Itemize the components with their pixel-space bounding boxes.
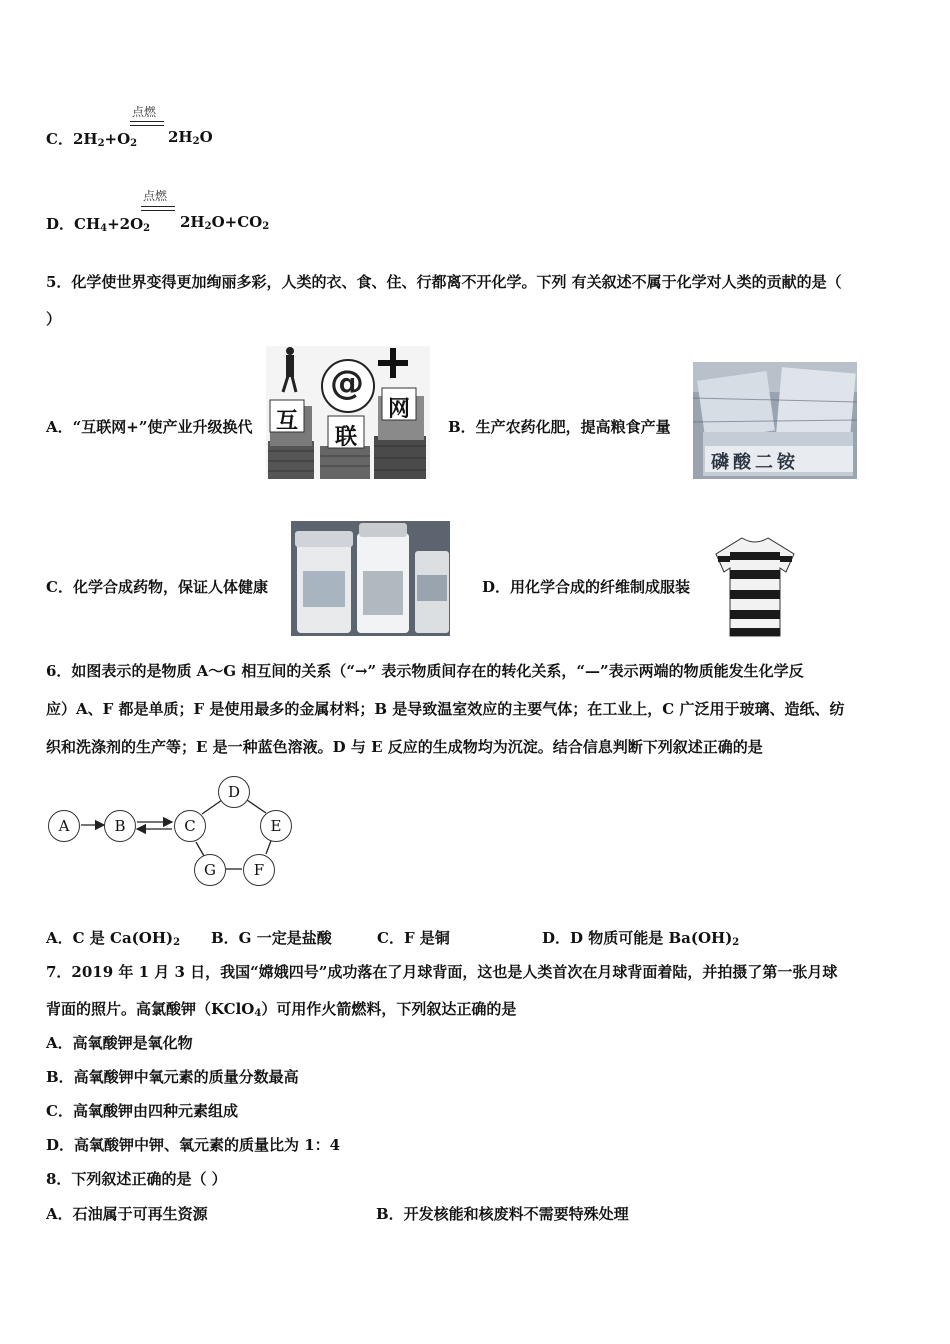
internet-wang-char: 网 xyxy=(388,396,411,422)
q6-stem-line2: 应）A、F 都是单质；F 是使用最多的金属材料；B 是导致温室效应的主要气体；在工业上，C 广泛用于玻璃、造纸、纺 xyxy=(46,700,845,718)
q4-option-c: C．$2H_2+O_2$ xyxy=(46,130,138,149)
q8-option-b: B．开发核能和核废料不需要特殊处理 xyxy=(376,1205,629,1223)
reaction-condition-c: 点燃 xyxy=(132,105,157,119)
q8-option-a: A．石油属于可再生资源 xyxy=(46,1205,208,1223)
q5-stem-line1: 5．化学使世界变得更加绚丽多彩，人类的衣、食、住、行都离不开化学。下列 有关叙述不属于化学对人类的贡献的是（ xyxy=(46,273,842,291)
q7-option-a: A．高氧酸钾是氧化物 xyxy=(46,1034,193,1052)
reaction-condition-d: 点燃 xyxy=(143,189,168,203)
q5-option-a: A．“互联网+”使产业升级换代 xyxy=(46,418,253,436)
equals-bar-d-2 xyxy=(141,210,175,211)
q5-option-b: B．生产农药化肥，提高粮食产量 xyxy=(448,418,671,436)
equals-bar-c-2 xyxy=(130,125,164,126)
node-c: C xyxy=(174,810,206,842)
q6-stem-line3: 织和洗涤剂的生产等；E 是一种蓝色溶液。D 与 E 反应的生成物均为沉淀。结合信息判断下列叙述正确的是 xyxy=(46,738,763,756)
node-e: E xyxy=(260,810,292,842)
q6-option-d: D．D 物质可能是 $Ba(OH)_2$ xyxy=(542,929,740,948)
q4-option-d: D．$CH_4+2O_2$ xyxy=(46,215,151,234)
substance-relation-diagram xyxy=(44,772,304,890)
q6-option-a: A．C 是 $Ca(OH)_2$ xyxy=(46,929,181,948)
edge-g-c xyxy=(196,842,204,856)
striped-shirt-image xyxy=(712,532,798,638)
equals-bar-d-1 xyxy=(141,206,175,207)
q6-option-b: B．G 一定是盐酸 xyxy=(211,929,332,947)
q7-option-d: D．高氧酸钾中钾、氧元素的质量比为 1：4 xyxy=(46,1136,341,1154)
q4-option-d-product: $2H_2O+CO_2$ xyxy=(180,213,270,232)
medicine-bottles-image xyxy=(291,521,450,636)
internet-at-sign: @ xyxy=(330,363,364,403)
q7-stem-line1: 7．2019 年 1 月 3 日，我国“嫦娥四号”成功落在了月球背面，这也是人类首次在月球背面着陆，并拍摄了第一张月球 xyxy=(46,963,838,981)
q5-stem-line2: ） xyxy=(46,310,62,328)
q7-option-b: B．高氧酸钾中氧元素的质量分数最高 xyxy=(46,1068,299,1086)
node-d: D xyxy=(218,776,250,808)
q5-option-c: C．化学合成药物，保证人体健康 xyxy=(46,578,268,596)
internet-hu-char: 互 xyxy=(276,408,299,434)
q7-option-c: C．高氧酸钾由四种元素组成 xyxy=(46,1102,238,1120)
q8-stem: 8．下列叙述正确的是（ ） xyxy=(46,1170,227,1188)
node-a: A xyxy=(48,810,80,842)
q6-option-c: C．F 是铜 xyxy=(377,929,450,947)
edge-d-e xyxy=(247,800,266,813)
equals-bar-c-1 xyxy=(130,121,164,122)
node-b: B xyxy=(104,810,136,842)
fertilizer-bags-image xyxy=(693,362,857,479)
q7-stem-line2: 背面的照片。高氯酸钾（KClO$_4$）可用作火箭燃料，下列叙达正确的是 xyxy=(46,1000,517,1019)
node-g: G xyxy=(194,854,226,886)
q5-option-d: D．用化学合成的纤维制成服装 xyxy=(482,578,691,596)
fertilizer-bag-label: 磷酸二铵 xyxy=(711,452,799,473)
node-f: F xyxy=(243,854,275,886)
internet-lian-char: 联 xyxy=(335,424,358,450)
q6-stem-line1: 6．如图表示的是物质 A～G 相互间的关系（“→” 表示物质间存在的转化关系，“—”表示两端的物质能发生化学反 xyxy=(46,662,804,680)
q4-option-c-product: $2H_2O$ xyxy=(168,128,213,147)
edge-c-d xyxy=(202,800,222,814)
internet-plus-image xyxy=(266,346,430,479)
